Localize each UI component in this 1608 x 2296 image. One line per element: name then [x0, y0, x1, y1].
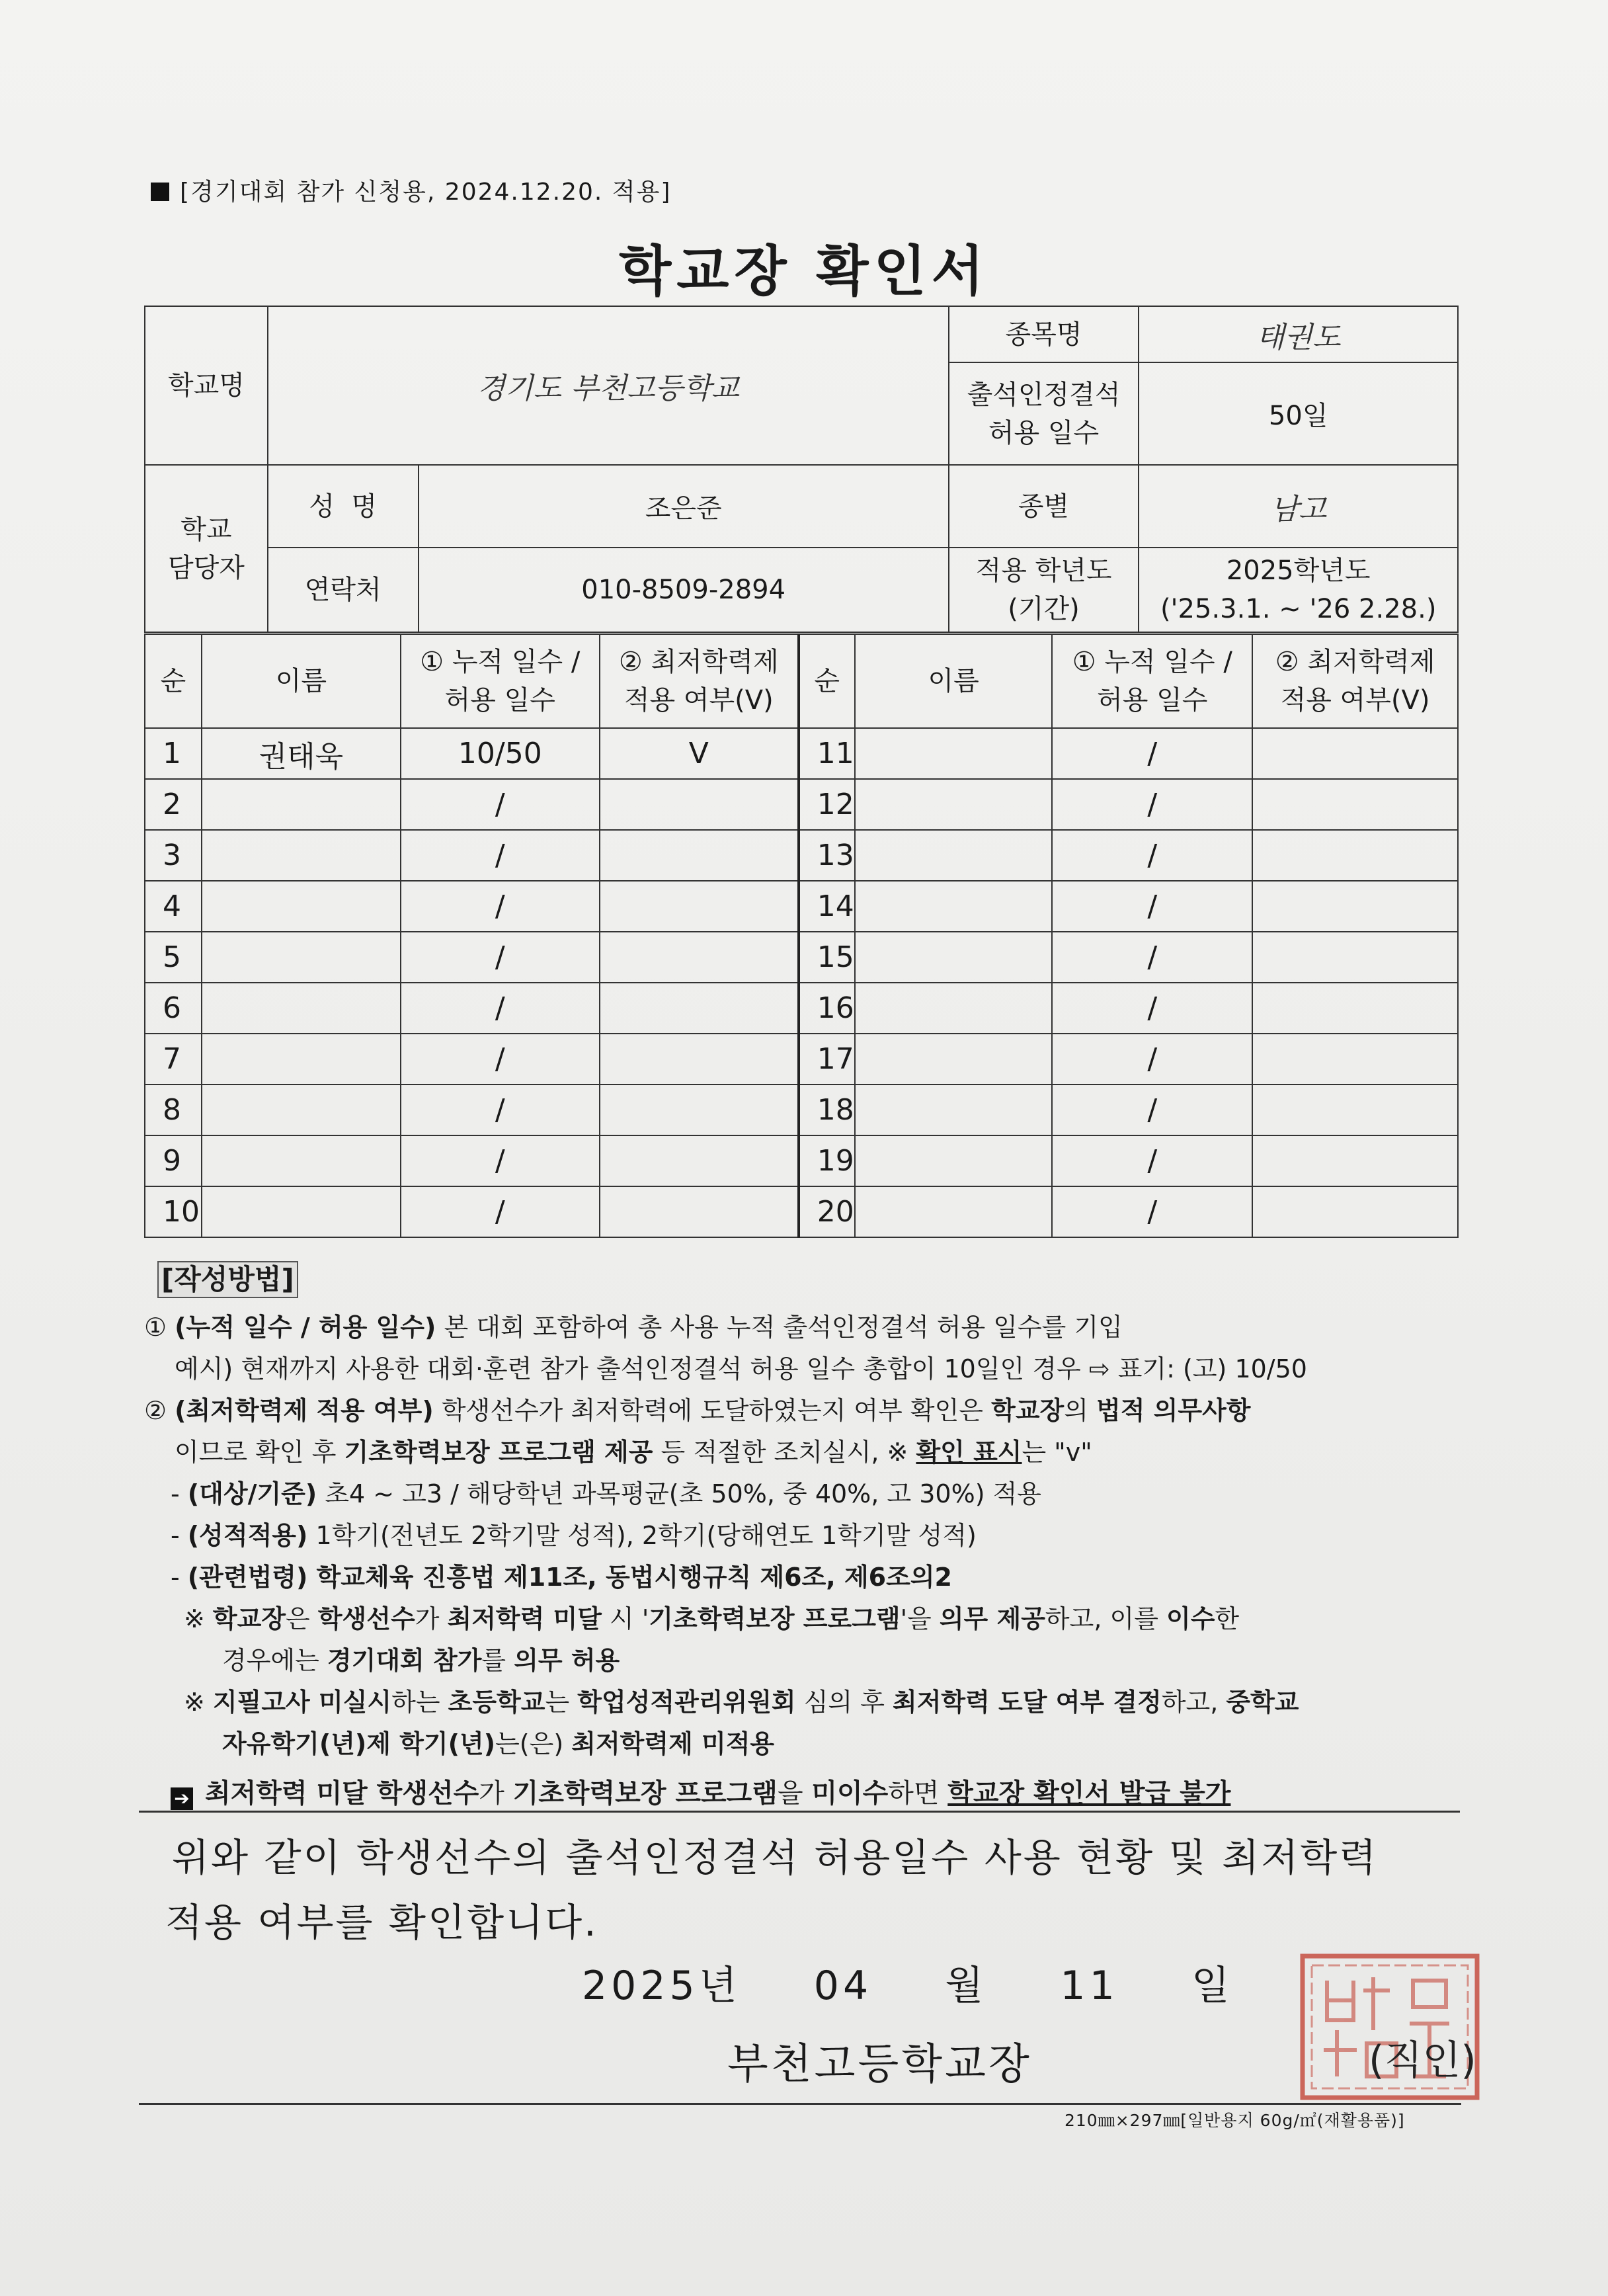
min-standard-check [1252, 1034, 1458, 1085]
min-standard-check [1252, 881, 1458, 932]
manager-name-value: 조은준 [419, 465, 949, 548]
table-row [145, 1034, 1458, 1085]
student-name [202, 1135, 401, 1186]
table-row [145, 932, 1458, 983]
row-number: 8 [145, 1085, 202, 1135]
document-title: 학교장 확인서 [619, 240, 989, 303]
student-name [202, 779, 401, 830]
min-standard-check [600, 881, 799, 932]
days-used: / [1052, 1085, 1252, 1135]
col-name-left: 이름 [202, 634, 401, 728]
min-standard-check [1252, 779, 1458, 830]
absence-allowance-value: 50일 [1139, 362, 1458, 465]
days-used: / [1052, 932, 1252, 983]
principal-signature-line: 부천고등학교장 [727, 2040, 1032, 2089]
days-used: / [1052, 779, 1252, 830]
table-row [145, 881, 1458, 932]
table-row [145, 728, 1458, 779]
table-row [145, 1186, 1458, 1237]
contact-label: 연락처 [268, 548, 419, 632]
row-number: 2 [145, 779, 202, 830]
days-used: / [401, 983, 600, 1034]
absence-allowance-label: 출석인정결석 허용 일수 [949, 362, 1139, 465]
min-standard-check [1252, 1085, 1458, 1135]
row-number: 13 [799, 830, 855, 881]
table-row [145, 983, 1458, 1034]
row-number: 11 [799, 728, 855, 779]
row-number: 19 [799, 1135, 855, 1186]
min-standard-check [1252, 932, 1458, 983]
seal-label: (직인) [1369, 2037, 1476, 2084]
min-standard-check [1252, 1186, 1458, 1237]
student-name [855, 728, 1053, 779]
min-standard-check [600, 932, 799, 983]
year-value: 2025학년도 ('25.3.1. ~ '26 2.28.) [1139, 548, 1458, 632]
row-number: 17 [799, 1034, 855, 1085]
student-name [202, 1034, 401, 1085]
footer-divider [139, 2103, 1461, 2105]
form-version-note: [경기대회 참가 신청용, 2024.12.20. 적용] [151, 173, 671, 207]
row-number: 1 [145, 728, 202, 779]
days-used: / [1052, 983, 1252, 1034]
table-row [145, 1135, 1458, 1186]
confirmation-statement: 위와 같이 학생선수의 출석인정결석 허용일수 사용 현황 및 최저학력 적용 여부를 확인합니다. [165, 1835, 1379, 1945]
student-name [855, 983, 1053, 1034]
event-label: 종목명 [949, 306, 1139, 362]
min-standard-check [1252, 728, 1458, 779]
row-number: 15 [799, 932, 855, 983]
student-name [855, 1085, 1053, 1135]
issue-date: 2025년 04 월 11 일 [582, 1963, 1234, 2009]
student-name [855, 1186, 1053, 1237]
days-used: / [401, 779, 600, 830]
section-divider [139, 1811, 1460, 1813]
student-name [855, 1135, 1053, 1186]
student-rows [145, 728, 1458, 1237]
col-min-right: ② 최저학력제 적용 여부(V) [1252, 634, 1458, 728]
days-used: / [1052, 1135, 1252, 1186]
min-standard-check [1252, 830, 1458, 881]
student-name [202, 881, 401, 932]
row-number: 7 [145, 1034, 202, 1085]
student-name [202, 932, 401, 983]
days-used: / [1052, 881, 1252, 932]
student-name [202, 1085, 401, 1135]
days-used: / [401, 1034, 600, 1085]
student-name [202, 983, 401, 1034]
school-name-value: 경기도 부천고등학교 [268, 306, 949, 465]
days-used: / [401, 1186, 600, 1237]
days-used: / [401, 1085, 600, 1135]
min-standard-check [600, 1034, 799, 1085]
row-number: 6 [145, 983, 202, 1034]
instructions-heading: [작성방법] [157, 1261, 298, 1298]
student-name [855, 779, 1053, 830]
gender-value: 남고 [1139, 465, 1458, 548]
contact-value: 010-8509-2894 [419, 548, 949, 632]
manager-name-label: 성 명 [268, 465, 419, 548]
student-list-table [144, 634, 1459, 1238]
min-standard-check [600, 1085, 799, 1135]
table-row [145, 1085, 1458, 1135]
min-standard-check [1252, 983, 1458, 1034]
days-used: / [401, 1135, 600, 1186]
arrow-right-icon: ➔ [171, 1787, 193, 1810]
min-standard-check [600, 830, 799, 881]
school-info-table [144, 306, 1459, 633]
table-row [145, 779, 1458, 830]
square-bullet-icon [151, 183, 169, 201]
min-standard-check: V [600, 728, 799, 779]
instructions: [작성방법] ① (누적 일수 / 허용 일수) 본 대회 포함하여 총 사용 누적 출석인정결석 허용 일수를 기입 예시) 현재까지 사용한 대회·훈련 참가 출석인정결석 허용 일수 총합이 10일인 경우 ⇨ 표기: (고) 10/50 ② (최저학력제 적용 여부) 학생선수가 최저학력에 도달하였는지 여부 확인은 학교장의 법적 의무사항 이므로 확인 후 기초학력보장 프로그램 제공 등 적절한 조치실시, ※ 확인 표시는 "v" - (대상/기준) 초4 ~ 고3 / 해당학년 과목평균(초 50%, 중 40%, 고 30%) 적용 - (성적적용) 1학기(전년도 2학기말 성적), 2학기(당해연도 1학기말 성적) - (관련법령) 학교체육 진흥법 제11조, 동법시행규칙 제6조, 제6조의2 ※ 학교장은 학생선수가 최저학력 미달 시 '기초학력보장 프로그램'을 의무 제공하고, 이를 이수한 경우에는 경기대회 참가를 의무 허용 ※ 지필고사 미실시하는 초등학교는 학업성적관리위원회 심의 후 최저학력 도달 여부 결정하고, 중학교 자유학기(년)제 학기(년)는(은) 최저학력제 미적용 ➔ 최저학력 미달 학생선수가 기초학력보장 프로그램을 미이수하면 학교장 확인서 발급 불가 [144, 1260, 1467, 1815]
min-standard-check [600, 1186, 799, 1237]
col-days-right: ① 누적 일수 / 허용 일수 [1052, 634, 1252, 728]
row-number: 20 [799, 1186, 855, 1237]
min-standard-check [600, 779, 799, 830]
days-used: / [1052, 1034, 1252, 1085]
days-used: / [401, 830, 600, 881]
school-label: 학교명 [145, 306, 268, 465]
row-number: 3 [145, 830, 202, 881]
table-row [145, 830, 1458, 881]
days-used: / [1052, 728, 1252, 779]
row-number: 18 [799, 1085, 855, 1135]
row-number: 5 [145, 932, 202, 983]
days-used: / [1052, 830, 1252, 881]
col-min-left: ② 최저학력제 적용 여부(V) [600, 634, 799, 728]
student-name [855, 932, 1053, 983]
days-used: / [401, 881, 600, 932]
min-standard-check [600, 983, 799, 1034]
col-days-left: ① 누적 일수 / 허용 일수 [401, 634, 600, 728]
row-number: 12 [799, 779, 855, 830]
gender-label: 종별 [949, 465, 1139, 548]
manager-label: 학교 담당자 [145, 465, 268, 632]
event-value: 태권도 [1139, 306, 1458, 362]
days-used: / [401, 932, 600, 983]
col-no-right: 순 [799, 634, 855, 728]
row-number: 16 [799, 983, 855, 1034]
col-name-right: 이름 [855, 634, 1053, 728]
student-name: 권태욱 [202, 728, 401, 779]
days-used: / [1052, 1186, 1252, 1237]
student-name [855, 881, 1053, 932]
row-number: 4 [145, 881, 202, 932]
min-standard-check [600, 1135, 799, 1186]
student-name [202, 1186, 401, 1237]
student-name [855, 1034, 1053, 1085]
student-name [202, 830, 401, 881]
row-number: 9 [145, 1135, 202, 1186]
paper-spec-footer: 210㎜×297㎜[일반용지 60g/㎡(재활용품)] [1065, 2111, 1405, 2130]
row-number: 10 [145, 1186, 202, 1237]
student-name [855, 830, 1053, 881]
year-label: 적용 학년도 (기간) [949, 548, 1139, 632]
days-used: 10/50 [401, 728, 600, 779]
col-no-left: 순 [145, 634, 202, 728]
row-number: 14 [799, 881, 855, 932]
min-standard-check [1252, 1135, 1458, 1186]
